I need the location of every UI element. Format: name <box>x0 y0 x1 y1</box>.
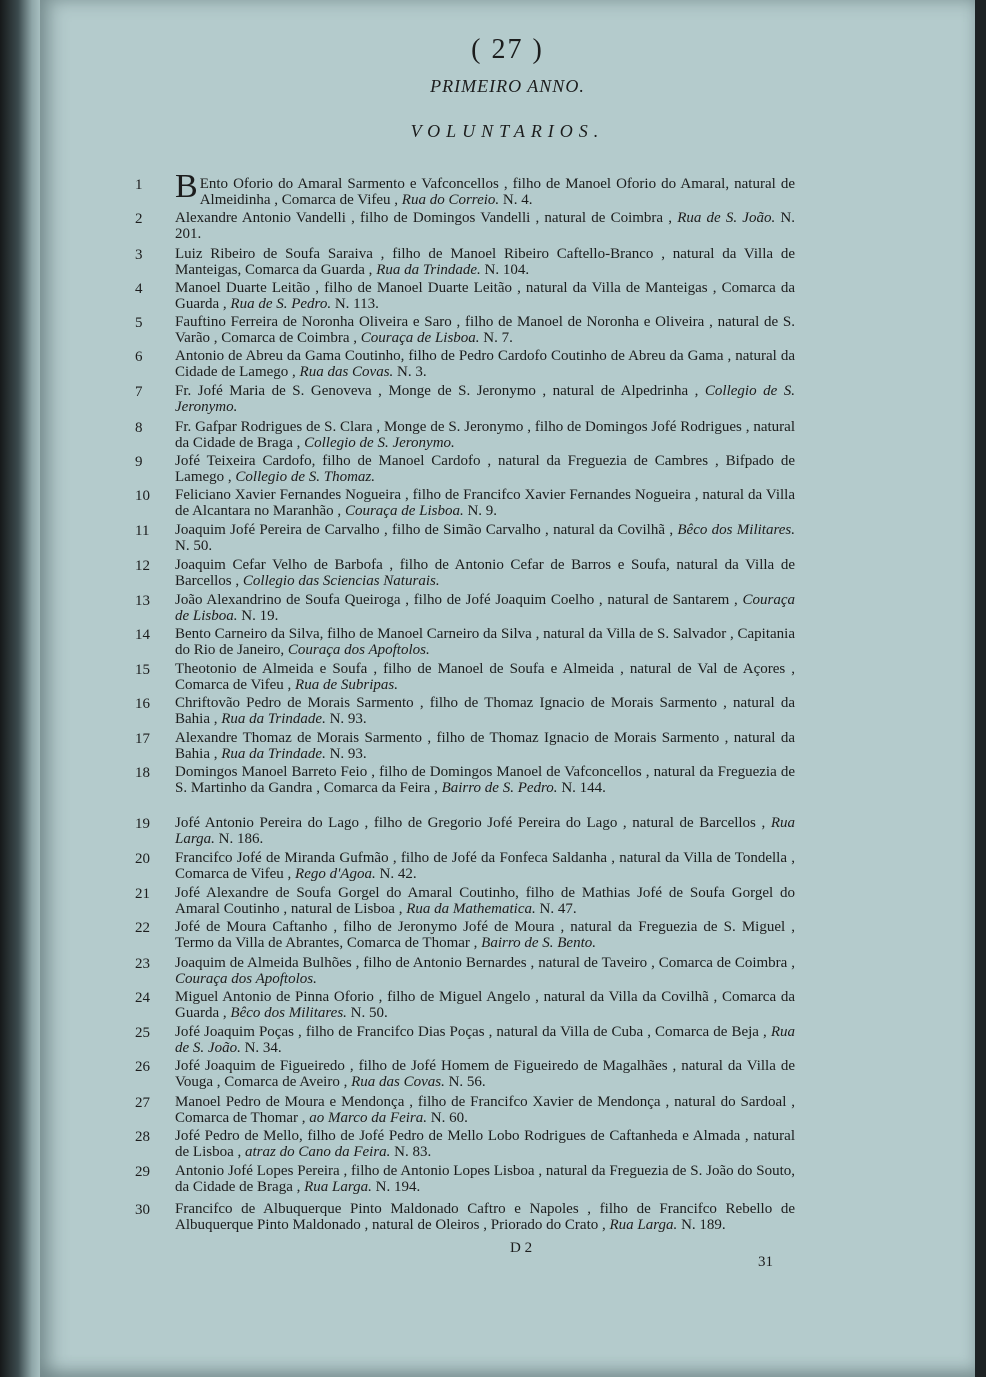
entry-address: Bêco dos Militares. <box>230 1005 351 1021</box>
entry-description: Luiz Ribeiro de Soufa Saraiva , filho de Manoel Ribeiro Caftello-Branco , natural da Villa de Manteigas, Comarca da Guarda , <box>175 246 795 278</box>
entry-address: Rua da Trindade. <box>221 746 330 762</box>
entry-address: Rua de S. João. <box>677 210 781 226</box>
entry-text <box>175 592 795 624</box>
entry-text <box>175 626 795 658</box>
entry-text <box>175 557 795 589</box>
book-gutter <box>0 0 40 1377</box>
entry-house-number: N. 50. <box>350 1005 388 1021</box>
entry-address: Rua Larga. <box>304 1179 376 1195</box>
entry-description: Feliciano Xavier Fernandes Nogueira , filho de Francifco Xavier Fernandes Nogueira , natural da Villa de Alcantara no Maranhão , <box>175 487 795 519</box>
entry-text <box>175 314 795 346</box>
entry-address: Rua de S. João. <box>175 1024 795 1056</box>
entry-number: 14 <box>135 627 150 643</box>
entry-number: 12 <box>135 558 150 574</box>
entry-address: Couraça de Lisboa. <box>344 503 468 519</box>
entry-text <box>175 453 795 485</box>
entry-house-number: N. 104. <box>484 262 530 278</box>
entry-description: Jofé Pedro de Mello, filho de Jofé Pedro de Mello Lobo Rodrigues de Caftanheda e Almada , natural de Lisboa , <box>175 1128 795 1160</box>
entry-house-number: N. 60. <box>430 1110 468 1126</box>
entry-number: 28 <box>135 1129 150 1145</box>
entry-description: Domingos Manoel Barreto Feio , filho de Domingos Manoel de Vafconcellos , natural da Freguezia de S. Martinho da Gandra , Comarca da Feira , <box>175 764 795 796</box>
entry-text <box>175 522 795 554</box>
entry-text <box>175 1024 795 1056</box>
entry-description: Manoel Pedro de Moura e Mendonça , filho de Francifco Xavier de Mendonça , natural do Sardoal , Comarca de Thomar , <box>175 1094 795 1126</box>
entry-address: Rua das Covas. <box>351 1074 449 1090</box>
entry-number: 3 <box>135 247 143 263</box>
entry-description: Fr. Gafpar Rodrigues de S. Clara , Monge de S. Jeronymo , filho de Domingos Jofé Rodrigues , natural da Cidade de Braga , <box>175 419 795 451</box>
entry-text <box>175 168 795 208</box>
entry-text <box>175 210 795 242</box>
entry-house-number: N. 93. <box>329 746 367 762</box>
entry-number: 20 <box>135 851 150 867</box>
book-page <box>40 0 975 1377</box>
entry-address: Rua de S. Pedro. <box>230 296 335 312</box>
entry-description: Alexandre Antonio Vandelli , filho de Domingos Vandelli , natural de Coimbra , <box>175 210 678 226</box>
entry-description: Jofé Antonio Pereira do Lago , filho de Gregorio Jofé Pereira do Lago , natural de Barcellos , <box>175 815 771 831</box>
entry-number: 22 <box>135 920 150 936</box>
entry-house-number: N. 4. <box>502 192 533 208</box>
entry-text <box>175 955 795 987</box>
entry-address: Couraça dos Apoftolos. <box>287 642 430 658</box>
entry-number: 5 <box>135 315 143 331</box>
entry-house-number: N. 144. <box>561 780 606 796</box>
entry-house-number: N. 50. <box>175 538 213 554</box>
entry-address: Bairro de S. Bento. <box>481 935 596 951</box>
entry-address: Rego d'Agoa. <box>295 866 380 882</box>
entry-number: 23 <box>135 956 150 972</box>
entry-house-number: N. 19. <box>241 608 279 624</box>
entry-description: Jofé Alexandre de Soufa Gorgel do Amaral Coutinho, filho de Mathias Jofé de Soufa Gorgel do Amaral Coutinho , natural de Lisboa , <box>175 885 795 917</box>
entry-address: Bairro de S. Pedro. <box>441 780 562 796</box>
entry-description: Alexandre Thomaz de Morais Sarmento , filho de Thomaz Ignacio de Morais Sarmento , natural da Bahia , <box>175 730 795 762</box>
entry-description: Theotonio de Almeida e Soufa , filho de Manoel de Soufa e Almeida , natural de Val de Açores , Comarca de Vifeu , <box>175 661 795 693</box>
page-heading: PRIMEIRO ANNO. <box>430 76 585 96</box>
entry-description: Joaquim de Almeida Bulhões , filho de Antonio Bernardes , natural de Taveiro , Comarca de Coimbra , <box>175 955 795 971</box>
entry-text <box>175 246 795 278</box>
entry-house-number: N. 47. <box>539 901 577 917</box>
entry-address: Collegio das Sciencias Naturais. <box>242 573 440 589</box>
entry-address: Couraça de Lisboa. <box>360 330 484 346</box>
entry-house-number: N. 3. <box>397 364 427 380</box>
entry-address: Rua da Trindade. <box>376 262 485 278</box>
entry-house-number: N. 7. <box>483 330 513 346</box>
entry-address: Rua do Correio. <box>401 192 503 208</box>
entry-number: 8 <box>135 420 143 436</box>
entry-address: Rua da Mathematica. <box>406 901 540 917</box>
entry-house-number: N. 194. <box>375 1179 421 1195</box>
entry-description: Chriftovão Pedro de Morais Sarmento , filho de Thomaz Ignacio de Morais Sarmento , natural da Bahia , <box>175 695 795 727</box>
signature-mark: D 2 <box>510 1240 533 1256</box>
entry-address: Rua das Covas. <box>299 364 398 380</box>
entry-text <box>175 661 795 693</box>
entry-description: Jofé de Moura Caftanho , filho de Jeronymo Jofé de Moura , natural da Freguezia de S. Miguel , Termo da Villa de Abrantes, Comarca de Thomar , <box>175 919 795 951</box>
entry-number: 27 <box>135 1095 150 1111</box>
entry-text <box>175 1201 795 1233</box>
entry-text <box>175 348 795 380</box>
entry-number: 13 <box>135 593 150 609</box>
entry-address: Collegio de S. Thomaz. <box>235 469 375 485</box>
entry-address: Rua de Subripas. <box>295 677 398 693</box>
entry-text <box>175 1163 795 1195</box>
entry-description: Joaquim Cefar Velho de Barbofa , filho de Antonio Cefar de Barros e Soufa, natural da Villa de Barcellos , <box>175 557 795 589</box>
section-title: VOLUNTARIOS. <box>410 121 605 141</box>
entry-house-number: N. 113. <box>334 296 379 312</box>
entry-house-number: N. 9. <box>467 503 498 519</box>
entry-text <box>175 1094 795 1126</box>
entry-house-number: N. 93. <box>329 711 367 727</box>
entry-address: Couraça dos Apoftolos. <box>175 971 317 987</box>
entry-number: 2 <box>135 211 143 227</box>
entry-text <box>175 280 795 312</box>
entry-number: 9 <box>135 454 143 470</box>
entry-text <box>175 885 795 917</box>
drop-cap: B <box>175 168 198 205</box>
entry-text <box>175 487 795 519</box>
entry-text <box>175 1128 795 1160</box>
entry-text <box>175 850 795 882</box>
entry-number: 6 <box>135 349 143 365</box>
entry-address: Rua da Trindade. <box>221 711 330 727</box>
entry-description: Jofé Joaquim de Figueiredo , filho de Jofé Homem de Figueiredo de Magalhães , natural da Villa de Vouga , Comarca de Aveiro , <box>175 1058 795 1090</box>
entry-text <box>175 419 795 451</box>
entry-description: Francifco de Albuquerque Pinto Maldonado Caftro e Napoles , filho de Francifco Rebello de Albuquerque Pinto Maldonado , natural de Oleiros , Priorado do Crato , <box>175 1201 795 1233</box>
entry-address: Bêco dos Militares. <box>677 522 795 538</box>
entry-number: 29 <box>135 1164 150 1180</box>
entry-address: Collegio de S. Jeronymo. <box>175 383 795 415</box>
entry-address: Rua Larga. <box>609 1217 682 1233</box>
entry-text <box>175 383 795 415</box>
entry-number: 15 <box>135 662 150 678</box>
entry-number: 10 <box>135 488 150 504</box>
entry-number: 4 <box>135 281 143 297</box>
entry-description: Bento Carneiro da Silva, filho de Manoel Carneiro da Silva , natural da Villa de S. Salvador , Capitania do Rio de Janeiro, <box>175 626 795 658</box>
entry-number: 25 <box>135 1025 150 1041</box>
entry-number: 21 <box>135 886 150 902</box>
entry-number: 30 <box>135 1202 150 1218</box>
scan-border <box>975 0 986 1377</box>
entry-house-number: N. 42. <box>379 866 417 882</box>
entry-description: João Alexandrino de Soufa Queiroga , filho de Jofé Joaquim Coelho , natural de Santarem , <box>175 592 743 608</box>
entry-text <box>175 764 795 796</box>
entry-house-number: N. 186. <box>218 831 264 847</box>
entry-text <box>175 989 795 1021</box>
entry-description: Ento Oforio do Amaral Sarmento e Vafconcellos , filho de Manoel Oforio do Amaral, natural de Almeidinha , Comarca de Vifeu , <box>199 176 795 208</box>
entry-text <box>175 815 795 847</box>
entry-address: Rua Larga. <box>175 815 795 847</box>
entry-number: 19 <box>135 816 150 832</box>
entry-number: 11 <box>135 523 150 539</box>
entry-number: 24 <box>135 990 150 1006</box>
entry-description: Antonio de Abreu da Gama Coutinho, filho de Pedro Cardofo Coutinho de Abreu da Gama , natural da Cidade de Lamego , <box>175 348 795 380</box>
entry-house-number: N. 83. <box>394 1144 432 1160</box>
entry-text <box>175 1058 795 1090</box>
entry-text <box>175 730 795 762</box>
entry-description: Joaquim Jofé Pereira de Carvalho , filho de Simão Carvalho , natural da Covilhã , <box>175 522 678 538</box>
entry-number: 18 <box>135 765 150 781</box>
entry-number: 16 <box>135 696 150 712</box>
entry-number: 7 <box>135 384 143 400</box>
entry-text <box>175 695 795 727</box>
entry-house-number: N. 34. <box>244 1040 282 1056</box>
entry-house-number: N. 201. <box>175 210 795 242</box>
entry-description: Fauftino Ferreira de Noronha Oliveira e Saro , filho de Manoel de Noronha e Oliveira , natural de S. Varão , Comarca de Coimbra , <box>175 314 795 346</box>
entry-description: Jofé Joaquim Poças , filho de Francifco Dias Poças , natural da Villa de Cuba , Comarca de Beja , <box>175 1024 771 1040</box>
entry-house-number: N. 189. <box>681 1217 726 1233</box>
entry-house-number: N. 56. <box>448 1074 486 1090</box>
catchword: 31 <box>758 1254 773 1270</box>
entry-description: Francifco Jofé de Miranda Gufmão , filho de Jofé da Fonfeca Saldanha , natural da Villa de Tondella , Comarca de Vifeu , <box>175 850 795 882</box>
entry-description: Manoel Duarte Leitão , filho de Manoel Duarte Leitão , natural da Villa de Manteigas , Comarca da Guarda , <box>175 280 795 312</box>
page-number: ( 27 ) <box>471 34 544 65</box>
entry-text <box>175 919 795 951</box>
entry-description: Antonio Jofé Lopes Pereira , filho de Antonio Lopes Lisboa , natural da Freguezia de S. João do Souto, da Cidade de Braga , <box>175 1163 795 1195</box>
entry-number: 17 <box>135 731 150 747</box>
entry-description: Fr. Jofé Maria de S. Genoveva , Monge de S. Jeronymo , natural de Alpedrinha , <box>175 383 705 399</box>
entry-number: 26 <box>135 1059 150 1075</box>
entry-description: Jofé Teixeira Cardofo, filho de Manoel Cardofo , natural da Freguezia de Cambres , Bifpado de Lamego , <box>175 453 795 485</box>
entry-address: atraz do Cano da Feira. <box>244 1144 395 1160</box>
entry-number: 1 <box>135 177 143 193</box>
entry-address: ao Marco da Feira. <box>309 1110 431 1126</box>
entry-address: Couraça de Lisboa. <box>175 592 795 624</box>
entry-description: Miguel Antonio de Pinna Oforio , filho de Miguel Angelo , natural da Villa da Covilhã , Comarca da Guarda , <box>175 989 795 1021</box>
entry-address: Collegio de S. Jeronymo. <box>304 435 455 451</box>
